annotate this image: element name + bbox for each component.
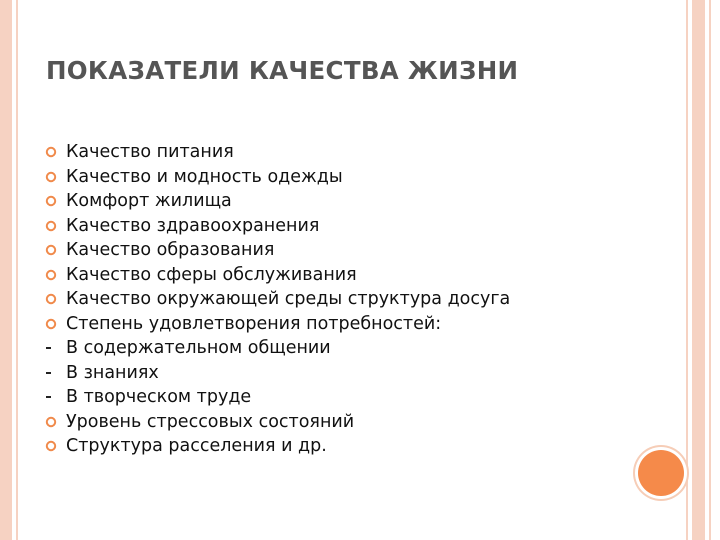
dash-marker xyxy=(45,372,66,374)
list-item xyxy=(45,189,685,214)
open-circle-bullet-icon xyxy=(45,171,57,183)
list-item-text: В знаниях xyxy=(66,362,159,383)
bullet-marker xyxy=(45,244,66,256)
list-item xyxy=(45,385,685,410)
dash-icon xyxy=(46,347,51,349)
right-border-inner-line xyxy=(686,0,688,540)
open-circle-bullet-icon xyxy=(45,440,57,452)
list-item-text: Качество питания xyxy=(66,142,234,163)
list-item xyxy=(45,214,685,239)
bullet-marker xyxy=(45,440,66,452)
open-circle-bullet-icon xyxy=(45,269,57,281)
open-circle-bullet-icon xyxy=(45,318,57,330)
dash-marker xyxy=(45,396,66,398)
list-item-text: Качество и модность одежды xyxy=(66,166,343,187)
list-item xyxy=(45,287,685,312)
bullet-marker xyxy=(45,269,66,281)
list-item-text: Качество здравоохранения xyxy=(66,215,320,236)
left-border-band xyxy=(0,0,12,540)
bullet-marker xyxy=(45,171,66,183)
bullet-marker xyxy=(45,293,66,305)
open-circle-bullet-icon xyxy=(45,416,57,428)
bullet-marker xyxy=(45,195,66,207)
list-item xyxy=(45,410,685,435)
list-item-text: Степень удовлетворения потребностей: xyxy=(66,313,442,334)
list-item xyxy=(45,361,685,386)
open-circle-bullet-icon xyxy=(45,195,57,207)
orange-circle-icon xyxy=(638,450,684,496)
bullet-marker xyxy=(45,318,66,330)
dash-marker xyxy=(45,347,66,349)
bullet-list xyxy=(45,140,685,459)
list-item-text: Комфорт жилища xyxy=(66,191,232,212)
list-item-text: Качество образования xyxy=(66,240,275,261)
list-item xyxy=(45,312,685,337)
list-item-text: В творческом труде xyxy=(66,387,252,408)
dash-icon xyxy=(46,396,51,398)
list-item-text: Структура расселения и др. xyxy=(66,436,327,457)
list-item-text: Качество окружающей среды структура досуга xyxy=(66,289,511,310)
open-circle-bullet-icon xyxy=(45,244,57,256)
open-circle-bullet-icon xyxy=(45,293,57,305)
list-item-text: Качество сферы обслуживания xyxy=(66,264,357,285)
slide-title: ПОКАЗАТЕЛИ КАЧЕСТВА ЖИЗНИ xyxy=(46,56,519,85)
open-circle-bullet-icon xyxy=(45,146,57,158)
dash-icon xyxy=(46,372,51,374)
list-item-text: В содержательном общении xyxy=(66,338,331,359)
bullet-marker xyxy=(45,220,66,232)
list-item xyxy=(45,263,685,288)
list-item xyxy=(45,336,685,361)
right-border-band xyxy=(692,0,705,540)
bullet-marker xyxy=(45,416,66,428)
list-item xyxy=(45,165,685,190)
left-border-line xyxy=(16,0,18,540)
right-border-outer-line xyxy=(709,0,711,540)
list-item xyxy=(45,140,685,165)
list-item xyxy=(45,238,685,263)
list-item-text: Уровень стрессовых состояний xyxy=(66,411,355,432)
open-circle-bullet-icon xyxy=(45,220,57,232)
list-item xyxy=(45,434,685,459)
bullet-marker xyxy=(45,146,66,158)
